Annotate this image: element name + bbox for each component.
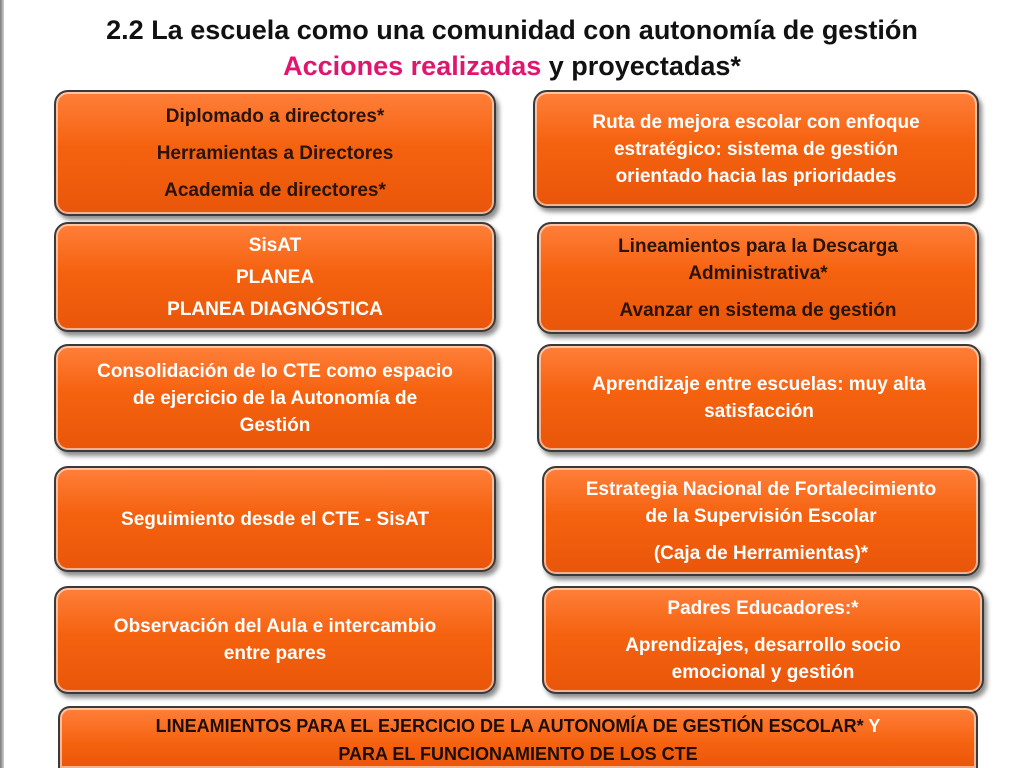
title-accent-text: Acciones realizadas	[283, 51, 542, 81]
title-line-1: 2.2 La escuela como una comunidad con autonomía de gestión	[106, 15, 918, 45]
box-line: emocional y gestión	[671, 661, 855, 683]
title-rest-text: y proyectadas*	[541, 51, 741, 81]
box-line: satisfacción	[704, 401, 814, 422]
box-line: Observación del Aula e intercambio	[113, 616, 437, 637]
box-aprendizaje-escuelas	[537, 344, 981, 452]
box-lineamientos-descarga	[537, 222, 979, 334]
box-line: Diplomado a directores*	[165, 105, 385, 127]
box-line: Seguimiento desde el CTE - SisAT	[121, 508, 429, 530]
box-seguimiento-cte	[54, 466, 496, 572]
box-line: entre pares	[223, 643, 327, 664]
box-consolidacion-cte	[54, 344, 496, 452]
box-line: Herramientas a Directores	[156, 142, 394, 164]
box-observacion-aula	[54, 586, 496, 694]
box-line: de la Supervisión Escolar	[645, 505, 877, 527]
box-line: Aprendizajes, desarrollo socio	[625, 634, 901, 656]
box-sisat-planea	[54, 222, 496, 332]
box-line: Padres Educadores:*	[667, 597, 859, 619]
box-line: estratégico: sistema de gestión	[613, 138, 899, 160]
box-line: Gestión	[239, 414, 311, 436]
bottom-text-2: PARA EL FUNCIONAMIENTO DE LOS CTE	[338, 744, 698, 764]
box-line: PLANEA	[235, 266, 315, 288]
bottom-lineamientos-banner	[58, 706, 978, 768]
bottom-text-y: Y	[863, 716, 881, 736]
box-estrategia-supervision	[542, 466, 980, 576]
box-line: Avanzar en sistema de gestión	[619, 299, 897, 321]
box-line: Academia de directores*	[164, 179, 386, 201]
box-line: PLANEA DIAGNÓSTICA	[167, 298, 383, 320]
slide-left-edge	[0, 0, 4, 768]
box-line: de ejercicio de la Autonomía de	[132, 387, 418, 409]
box-line: Administrativa*	[688, 262, 828, 284]
box-line: Aprendizaje entre escuelas: muy alta	[592, 374, 926, 395]
box-line: SisAT	[248, 234, 302, 256]
bottom-text-1: LINEAMIENTOS PARA EL EJERCICIO DE LA AUTONOMÍA DE GESTIÓN ESCOLAR*	[155, 716, 864, 736]
box-line: Estrategia Nacional de Fortalecimiento	[585, 478, 937, 500]
box-ruta-mejora	[533, 90, 979, 208]
box-diplomado-directores	[54, 90, 496, 216]
box-line: Consolidación de lo CTE como espacio	[97, 360, 453, 382]
slide-title	[0, 12, 1024, 84]
title-line-2	[0, 48, 1024, 84]
box-padres-educadores	[542, 586, 984, 694]
box-line: Lineamientos para la Descarga	[618, 235, 898, 257]
box-line: orientado hacia las prioridades	[615, 165, 897, 187]
box-line: Ruta de mejora escolar con enfoque	[592, 111, 920, 133]
box-line: (Caja de Herramientas)*	[653, 542, 869, 564]
